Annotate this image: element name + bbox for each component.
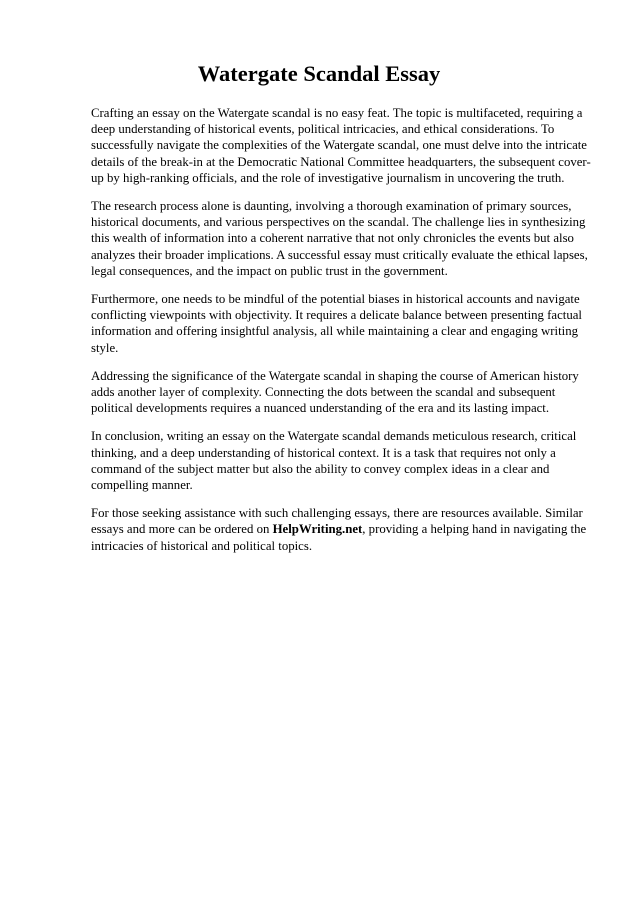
- paragraph-6-text-before: For those seeking assistance with such challenging essays, there are resources available. Similar essays and more can be ordered on: [91, 506, 583, 537]
- paragraph-2: The research process alone is daunting, involving a thorough examination of primary sources, historical documents, and various perspectives on the scandal. The challenge lies in synthesizing this wealth of information into a coherent narrative that not only chronicles the events but also analyzes their broader implications. A successful essay must critically evaluate the ethical lapses, legal consequences, and the impact on public trust in the government.: [91, 199, 588, 278]
- helpwriting-link[interactable]: HelpWriting.net: [272, 522, 363, 537]
- paragraph-4: Addressing the significance of the Watergate scandal in shaping the course of American history adds another layer of complexity. Connecting the dots between the scandal and subsequent political developments requires a nuanced understanding of the era and its lasting impact.: [91, 368, 579, 416]
- paragraph-6-text-after: , providing a helping hand in navigating the intricacies of historical and political topics.: [91, 522, 587, 553]
- paragraph-1: Crafting an essay on the Watergate scandal is no easy feat. The topic is multifaceted, requiring a deep understanding of historical events, political intricacies, and ethical considerations. To successfully navigate the complexities of the Watergate scandal, one must delve into the intricate details of the break-in at the Democratic National Committee headquarters, the subsequent cover-up by high-ranking officials, and the role of investigative journalism in uncovering the truth.: [91, 106, 591, 185]
- paragraph-6: [91, 505, 592, 554]
- paragraph-3: Furthermore, one needs to be mindful of the potential biases in historical accounts and navigate conflicting viewpoints with objectivity. It requires a delicate balance between presenting factual information and offering insightful analysis, all while maintaining a clear and engaging writing style.: [91, 292, 582, 355]
- paragraph-5: In conclusion, writing an essay on the Watergate scandal demands meticulous research, critical thinking, and a deep understanding of historical context. It is a task that requires not only a command of the subject matter but also the ability to convey complex ideas in a clear and compelling manner.: [91, 429, 577, 493]
- page-title: Watergate Scandal Essay: [197, 61, 441, 86]
